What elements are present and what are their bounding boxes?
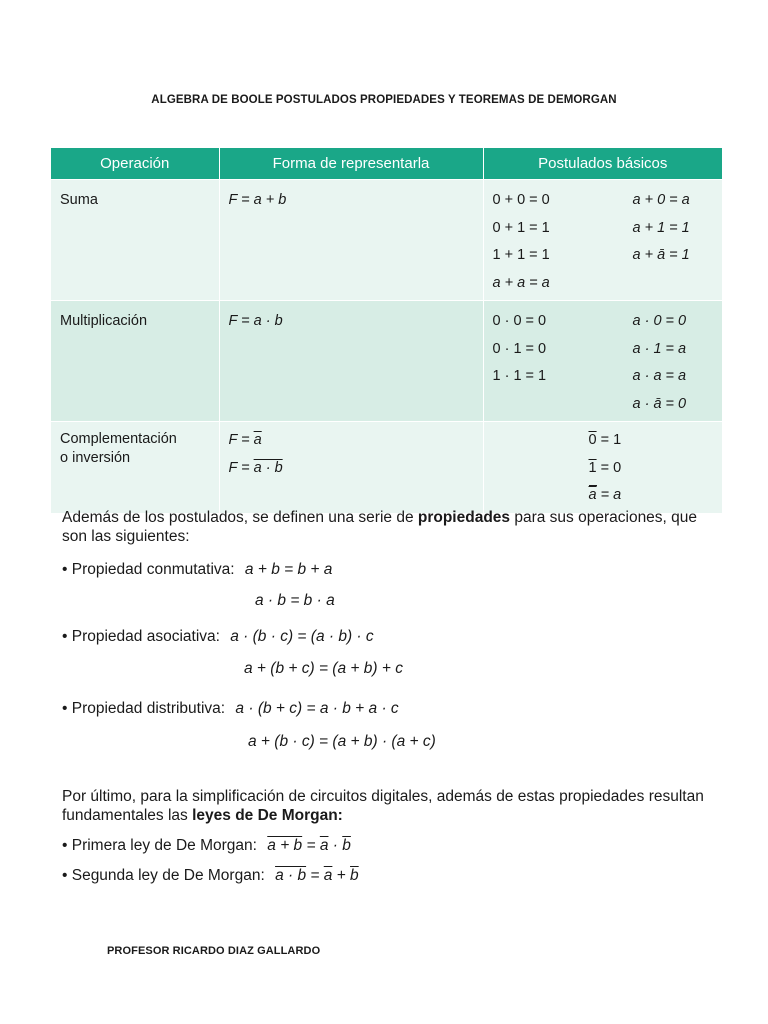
- morgan-term: $\overline{a}$: [323, 867, 333, 884]
- operation-cell: [51, 301, 219, 422]
- header-representation: Forma de representarla: [219, 148, 483, 180]
- postulate: a · ā = 0: [632, 395, 687, 412]
- form-rhs-negated: $\overline{a}$: [253, 432, 262, 448]
- morgan-label: • Segunda ley de De Morgan:: [62, 867, 265, 884]
- property-distributiva: [62, 700, 399, 718]
- postulate-rest: = 0: [596, 459, 622, 476]
- form-expression: F = a + b: [228, 192, 287, 208]
- postulate: a + 0 = a: [632, 192, 690, 208]
- postulate: 0 · 0 = 0: [492, 313, 547, 329]
- morgan-lhs: a + b: [267, 837, 303, 854]
- table-row-complementacion: [51, 422, 722, 513]
- table-header-row: [51, 148, 722, 180]
- form-cell: [219, 180, 483, 301]
- header-operation: Operación: [51, 148, 219, 180]
- postulates-cell: [483, 301, 722, 422]
- property-equation: a · b = b · a: [255, 592, 335, 609]
- property-label: • Propiedad asociativa:: [62, 628, 220, 645]
- postulate-rest: = 1: [596, 432, 622, 448]
- form-expression: F = a · b: [228, 313, 283, 329]
- morgan-operator: +: [332, 867, 351, 884]
- postulate-rest: = a: [596, 487, 622, 503]
- morgan-term: $\overline{a}$: [319, 837, 329, 854]
- postulates-table: [51, 148, 722, 513]
- postulate: [589, 430, 715, 458]
- postulate: a + 1 = 1: [632, 219, 690, 236]
- morgan-term: $\overline{b}$: [342, 837, 351, 854]
- form-rhs-negated: a · b: [253, 459, 283, 476]
- intro-paragraph: [62, 508, 722, 546]
- property-equation: a + (b · c) = (a + b) · (a + c): [248, 733, 436, 750]
- property-asociativa: [62, 628, 374, 646]
- intro-text: Además de los postulados, se definen una serie de: [62, 509, 418, 526]
- table-row-suma: [51, 180, 722, 301]
- postulate: a · 1 = a: [632, 340, 687, 357]
- morgan-equals: =: [306, 867, 324, 884]
- morgan-lhs: a · b: [275, 867, 307, 884]
- double-negated-term: $\overline{a}$: [588, 487, 597, 503]
- document-title: ALGEBRA DE BOOLE POSTULADOS PROPIEDADES Y TEOREMAS DE DEMORGAN: [151, 94, 617, 106]
- operation-name: [60, 430, 211, 468]
- morgan-term: $\overline{b}$: [350, 867, 359, 884]
- closing-bold: leyes de De Morgan:: [192, 807, 343, 824]
- property-equation: a · (b · c) = (a · b) · c: [230, 628, 374, 645]
- postulate: a · 0 = 0: [632, 313, 687, 329]
- operation-cell: [51, 422, 219, 513]
- morgan-first-law: [62, 837, 351, 855]
- postulate: [589, 458, 715, 486]
- header-postulates: Postulados básicos: [483, 148, 722, 180]
- author-footer: PROFESOR RICARDO DIAZ GALLARDO: [107, 945, 321, 957]
- operation-cell: [51, 180, 219, 301]
- intro-text: para sus operaciones, que son las siguientes:: [62, 509, 698, 545]
- form-lhs: F =: [228, 432, 254, 448]
- property-label: • Propiedad conmutativa:: [62, 561, 235, 578]
- closing-paragraph: [62, 787, 712, 825]
- table-row-multiplicacion: [51, 301, 722, 422]
- property-equation: a · (b + c) = a · b + a · c: [235, 700, 399, 717]
- negated-term: 0: [588, 432, 597, 448]
- property-conmutativa: [62, 561, 332, 579]
- property-label: • Propiedad distributiva:: [62, 700, 226, 717]
- postulate: 0 · 1 = 0: [492, 340, 547, 357]
- operation-name-line: o inversión: [60, 450, 131, 466]
- postulates-cell: [483, 422, 722, 513]
- operation-name: Multiplicación: [60, 313, 148, 329]
- form-cell: [219, 422, 483, 513]
- operation-name-line: Complementación: [60, 431, 177, 447]
- postulate: 1 + 1 = 1: [492, 247, 550, 263]
- morgan-label: • Primera ley de De Morgan:: [62, 837, 257, 854]
- postulate: 0 + 1 = 1: [492, 219, 550, 236]
- form-expression: [229, 458, 475, 486]
- form-cell: [219, 301, 483, 422]
- property-equation: a + (b + c) = (a + b) + c: [244, 660, 403, 677]
- closing-text: Por último, para la simplificación de circuitos digitales, además de estas propiedades resultan fundamentales las: [62, 788, 704, 824]
- form-lhs: F =: [228, 459, 254, 476]
- postulates-cell: [483, 180, 722, 301]
- postulate: a · a = a: [632, 368, 687, 384]
- intro-bold: propiedades: [417, 509, 511, 526]
- form-expression: [229, 430, 475, 458]
- negated-term: 1: [588, 459, 597, 476]
- postulate: a + ā = 1: [632, 247, 690, 263]
- morgan-equals: =: [302, 837, 320, 854]
- morgan-operator: ·: [328, 837, 343, 854]
- postulate: a + a = a: [492, 274, 550, 291]
- property-equation: a + b = b + a: [244, 561, 333, 578]
- morgan-second-law: [62, 867, 359, 885]
- postulate: 1 · 1 = 1: [492, 368, 547, 384]
- postulate: 0 + 0 = 0: [492, 192, 550, 208]
- operation-name: Suma: [60, 192, 98, 208]
